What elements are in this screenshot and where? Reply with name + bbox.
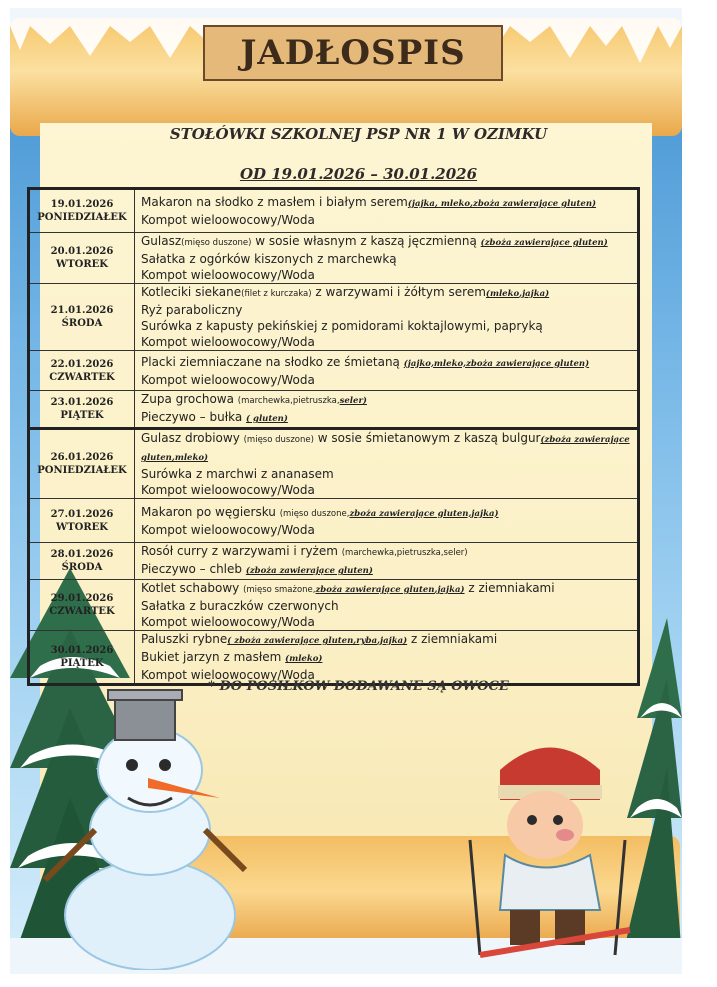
day-weekday: PONIEDZIAŁEK [37,212,127,223]
dish-line [141,482,631,498]
dish-line [141,448,631,466]
allergen-info: (mleko,jajka) [485,289,550,299]
dish-name: Pieczywo – bułka [141,410,247,424]
dish-line [141,598,631,614]
dish-name: Kompot wieloowocowy/Woda [141,335,315,349]
day-date-cell [29,429,135,499]
allergen-info: seler) [339,396,367,406]
page-title: JADŁOSPIS [203,25,503,81]
day-weekday: PIĄTEK [60,410,104,421]
menu-day-row [29,631,639,685]
dish-line [141,409,631,427]
dish-line [141,631,631,649]
dish-name: Ryż paraboliczny [141,303,243,317]
day-date-cell [29,189,135,233]
school-name: STOŁÓWKI SZKOLNEJ PSP NR 1 W OZIMKU [169,125,548,143]
day-date-cell [29,580,135,631]
dish-line [141,267,631,283]
dish-line [141,251,631,267]
child-skier-icon [440,730,670,970]
day-date-cell [29,233,135,284]
dish-name: Rosół curry z warzywami i ryżem [141,544,342,558]
menu-day-row [29,189,639,233]
dish-name: Makaron na słodko z masłem i białym serem [141,195,408,209]
dish-name: Kompot wieloowocowy/Woda [141,268,315,282]
day-weekday: PIĄTEK [60,658,104,669]
day-date: 22.01.2026 [50,358,114,370]
dish-note: (mięso duszone, [279,508,350,519]
day-dishes-cell [135,580,639,631]
allergen-info: ( gluten) [246,414,288,424]
dish-side: z ziemniakami [407,632,498,646]
day-date-cell [29,284,135,351]
dish-name: Makaron po węgiersku [141,504,280,519]
dish-note: (marchewka,pietruszka,seler) [341,548,468,558]
day-date: 30.01.2026 [50,645,114,656]
dish-line [141,522,631,538]
dish-line [141,212,631,228]
dish-line [141,430,631,448]
fruit-note: * DO POSIŁKÓW DODAWANE SĄ OWOCE [208,679,509,694]
day-date-cell [29,631,135,685]
dish-name: Kompot wieloowocowy/Woda [141,522,315,537]
day-date: 26.01.2026 [50,452,114,463]
menu-day-row [29,499,639,543]
menu-day-row [29,429,639,499]
dish-note: (mięso duszone) [243,435,314,445]
dish-name: Pieczywo – chleb [141,562,246,576]
day-dishes-cell [135,391,639,429]
allergen-info: zboża zawierające gluten,jajka) [349,508,499,519]
day-weekday: WTOREK [55,521,108,533]
day-date-cell [29,391,135,429]
day-weekday: ŚRODA [61,562,103,573]
dish-name: Kotlet schabowy [141,581,244,595]
day-weekday: CZWARTEK [49,371,115,383]
dish-line [141,284,631,302]
dish-note: (filet z kurczaka) [241,289,312,299]
dish-name: Sałatka z buraczków czerwonych [141,599,339,613]
dish-line [141,391,631,409]
dish-line [141,233,631,251]
dish-name: Gulasz drobiowy [141,431,244,445]
day-weekday: ŚRODA [61,318,103,329]
dish-name: Surówka z marchwi z ananasem [141,467,334,481]
menu-day-row [29,543,639,580]
menu-day-row [29,351,639,391]
day-dishes-cell [135,189,639,233]
dish-line [141,466,631,482]
dish-name-cont: w sosie własnym z kaszą jęczmienną [251,234,481,248]
dish-name-cont: w sosie śmietanowym z kaszą bulgur [313,431,541,445]
dish-line [141,543,631,561]
day-date-cell [29,543,135,580]
day-date-cell [29,499,135,543]
dish-note: (marchewka,pietruszka, [237,396,340,406]
dish-line [141,649,631,667]
allergen-info: (jajko,mleko,zboża zawierające gluten) [403,358,590,369]
day-date: 23.01.2026 [50,397,114,408]
dish-line [141,302,631,318]
snowman-icon [40,680,260,970]
dish-name: Paluszki rybne [141,632,228,646]
allergen-info: zboża zawierające gluten,jajka) [315,585,465,595]
dish-name: Kompot wieloowocowy/Woda [141,483,315,497]
dish-name: Sałatka z ogórków kiszonych z marchewką [141,252,397,266]
dish-line [141,504,631,522]
allergen-info: (jajka, mleko,zboża zawierające gluten) [407,199,597,209]
day-date: 21.01.2026 [50,305,114,316]
day-date: 20.01.2026 [50,246,114,257]
day-dishes-cell [135,284,639,351]
day-weekday: CZWARTEK [49,606,115,617]
menu-day-row [29,284,639,351]
allergen-info: (zboża zawierające gluten) [245,566,373,576]
day-dishes-cell [135,429,639,499]
day-dishes-cell [135,631,639,685]
allergen-info: (mleko) [285,654,323,664]
day-weekday: PONIEDZIAŁEK [37,465,127,476]
day-date-cell [29,351,135,391]
dish-side: z ziemniakami [464,581,555,595]
dish-line [141,580,631,598]
dish-name: Gulasz [141,234,182,248]
dish-name: Kompot wieloowocowy/Woda [141,668,315,682]
allergen-info: ( zboża zawierające gluten,ryba,jajka) [227,636,408,646]
day-date: 19.01.2026 [50,199,114,210]
day-date: 27.01.2026 [50,508,114,520]
dish-line [141,354,631,372]
dish-name: Bukiet jarzyn z masłem [141,650,286,664]
menu-day-row [29,580,639,631]
day-date: 29.01.2026 [50,593,114,604]
dish-note: (mięso smażone, [243,585,316,595]
dish-name: Kompot wieloowocowy/Woda [141,372,315,387]
dish-name: Zupa grochowa [141,392,238,406]
dish-line [141,614,631,630]
dish-name: Surówka z kapusty pekińskiej z pomidorami koktajlowymi, papryką [141,319,543,333]
dish-line [141,334,631,350]
dish-name: Placki ziemniaczane na słodko ze śmietaną [141,354,404,369]
dish-name-cont: z warzywami i żółtym serem [311,285,486,299]
day-dishes-cell [135,499,639,543]
day-dishes-cell [135,233,639,284]
day-dishes-cell [135,543,639,580]
day-weekday: WTOREK [55,259,108,270]
allergen-info: (zboża zawierające [540,435,630,445]
dish-line [141,318,631,334]
dish-line [141,194,631,212]
menu-table [27,187,640,686]
allergen-info: (zboża zawierające gluten) [480,238,608,248]
menu-day-row [29,233,639,284]
dish-name: Kotleciki siekane [141,285,242,299]
day-date: 28.01.2026 [50,549,114,560]
menu-period: OD 19.01.2026 – 30.01.2026 [239,165,478,183]
day-dishes-cell [135,351,639,391]
dish-line [141,561,631,579]
dish-line [141,372,631,388]
allergen-info: gluten,mleko) [141,453,209,463]
menu-day-row [29,391,639,429]
dish-note: (mięso duszone) [181,238,252,248]
dish-name: Kompot wieloowocowy/Woda [141,213,315,227]
dish-name: Kompot wieloowocowy/Woda [141,615,315,629]
